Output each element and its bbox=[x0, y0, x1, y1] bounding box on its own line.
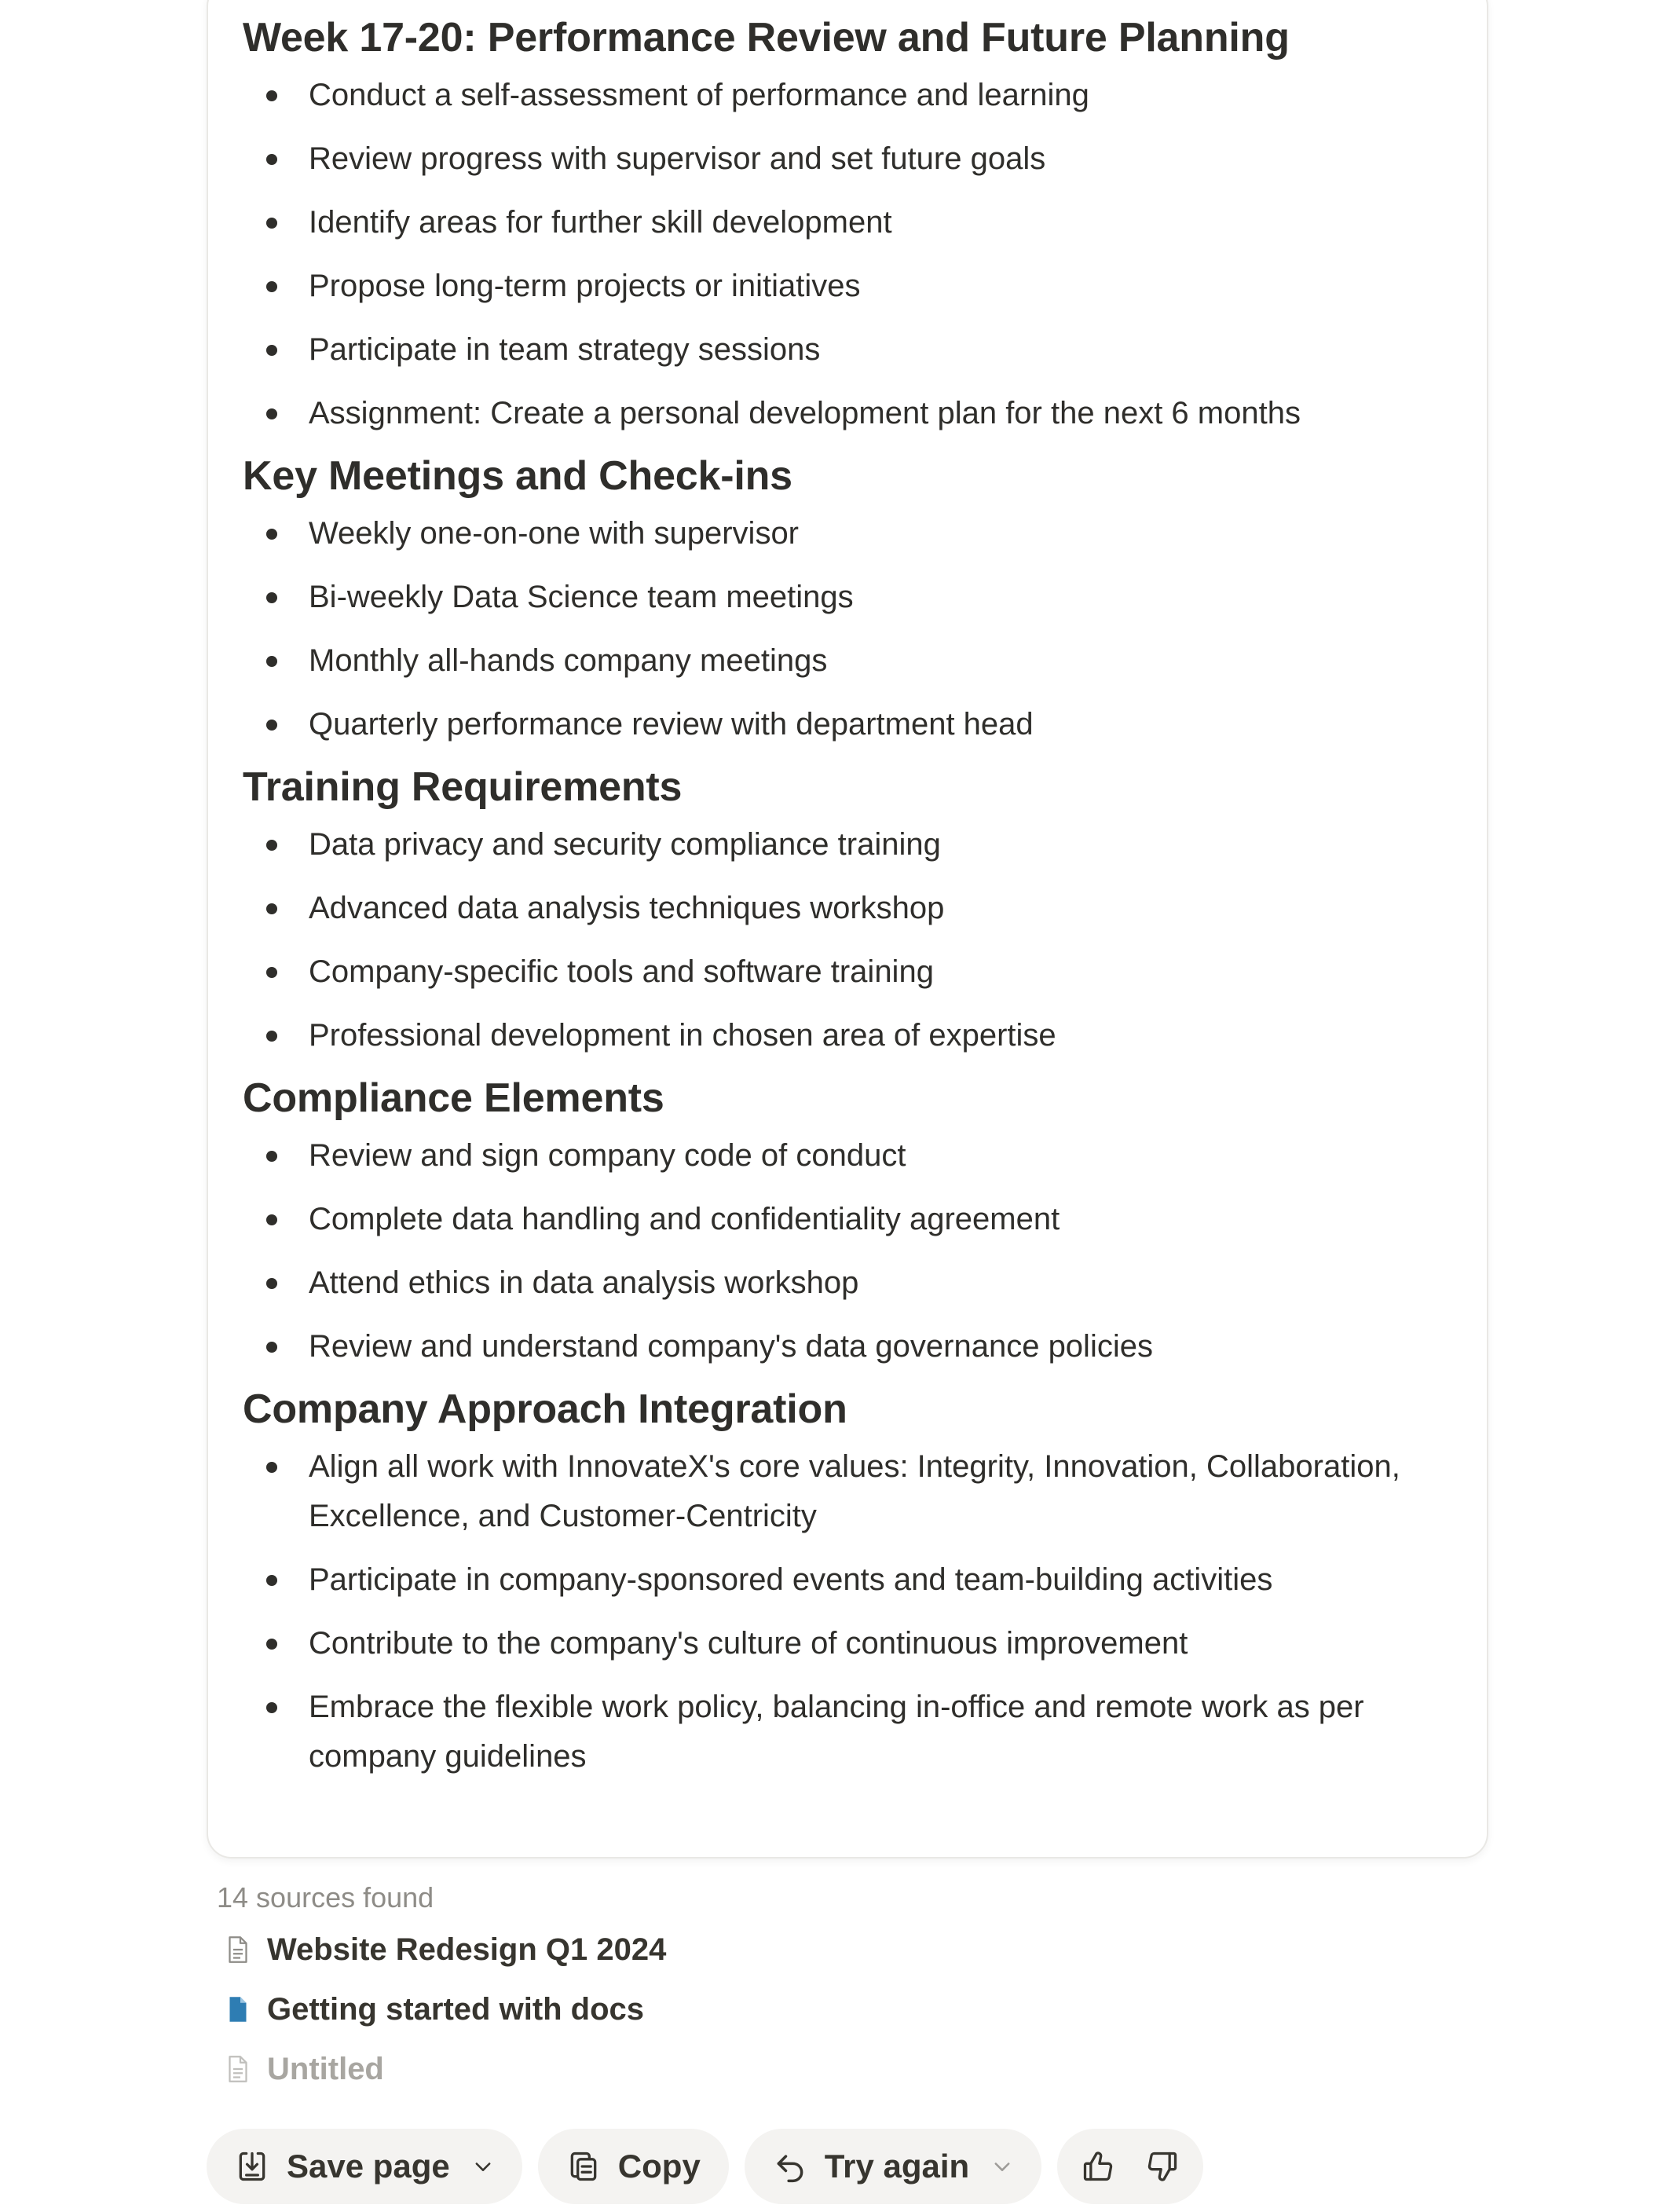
page-filled-icon bbox=[226, 1995, 250, 2023]
save-page-label: Save page bbox=[287, 2148, 450, 2185]
source-title: Untitled bbox=[267, 2051, 384, 2086]
sources-panel bbox=[217, 1876, 1473, 2099]
answer-section bbox=[243, 764, 1455, 1060]
list-item: Contribute to the company's culture of continuous improvement bbox=[243, 1619, 1455, 1668]
list-item: Data privacy and security compliance training bbox=[243, 820, 1455, 870]
answer-section bbox=[243, 1386, 1455, 1782]
source-item[interactable] bbox=[217, 1979, 1473, 2039]
list-item: Identify areas for further skill development bbox=[243, 198, 1455, 247]
source-title: Website Redesign Q1 2024 bbox=[267, 1932, 667, 1967]
bullet-list bbox=[243, 820, 1455, 1060]
section-heading: Compliance Elements bbox=[243, 1075, 664, 1121]
sources-count[interactable]: 14 sources found bbox=[217, 1881, 434, 1914]
try-again-button[interactable] bbox=[745, 2129, 1041, 2204]
list-item: Monthly all-hands company meetings bbox=[243, 636, 1455, 686]
bullet-list bbox=[243, 509, 1455, 749]
list-item: Company-specific tools and software training bbox=[243, 947, 1455, 997]
list-item: Embrace the flexible work policy, balancing in-office and remote work as per company guidelines bbox=[243, 1683, 1455, 1782]
thumbs-down-icon[interactable] bbox=[1145, 2149, 1180, 2184]
page-outline-icon bbox=[226, 1936, 250, 1964]
section-heading: Key Meetings and Check-ins bbox=[243, 453, 792, 499]
list-item: Conduct a self-assessment of performance and learning bbox=[243, 71, 1455, 120]
list-item: Attend ethics in data analysis workshop bbox=[243, 1258, 1455, 1308]
page-outline-icon bbox=[226, 2055, 250, 2083]
list-item: Complete data handling and confidentiality agreement bbox=[243, 1195, 1455, 1244]
source-item[interactable] bbox=[217, 1920, 1473, 1979]
bullet-list bbox=[243, 1442, 1455, 1782]
list-item: Professional development in chosen area of expertise bbox=[243, 1011, 1455, 1060]
answer-card bbox=[207, 0, 1488, 1859]
answer-section bbox=[243, 452, 1455, 749]
list-item: Weekly one-on-one with supervisor bbox=[243, 509, 1455, 558]
source-title: Getting started with docs bbox=[267, 1991, 645, 2027]
copy-label: Copy bbox=[617, 2148, 701, 2185]
thumbs-up-icon[interactable] bbox=[1081, 2149, 1115, 2184]
try-again-label: Try again bbox=[824, 2148, 970, 2185]
section-heading: Company Approach Integration bbox=[243, 1386, 847, 1432]
answer-section bbox=[243, 1075, 1455, 1372]
chevron-down-icon[interactable] bbox=[472, 2155, 494, 2177]
list-item: Align all work with InnovateX's core values: Integrity, Innovation, Collaboration, Excellence, and Customer-Centricity bbox=[243, 1442, 1455, 1541]
list-item: Review progress with supervisor and set future goals bbox=[243, 134, 1455, 184]
list-item: Review and understand company's data governance policies bbox=[243, 1322, 1455, 1372]
save-page-icon bbox=[235, 2149, 269, 2184]
list-item: Assignment: Create a personal development plan for the next 6 months bbox=[243, 389, 1455, 438]
list-item: Propose long-term projects or initiatives bbox=[243, 262, 1455, 311]
section-heading: Training Requirements bbox=[243, 764, 683, 810]
chevron-down-icon[interactable] bbox=[991, 2155, 1013, 2177]
list-item: Participate in company-sponsored events and team-building activities bbox=[243, 1555, 1455, 1605]
bullet-list bbox=[243, 71, 1455, 438]
list-item: Quarterly performance review with department head bbox=[243, 700, 1455, 749]
list-item: Bi-weekly Data Science team meetings bbox=[243, 573, 1455, 622]
list-item: Participate in team strategy sessions bbox=[243, 325, 1455, 375]
response-toolbar bbox=[207, 2129, 1203, 2204]
answer-section bbox=[243, 14, 1455, 438]
list-item: Review and sign company code of conduct bbox=[243, 1131, 1455, 1181]
copy-button[interactable] bbox=[538, 2129, 729, 2204]
copy-icon bbox=[566, 2149, 601, 2184]
list-item: Advanced data analysis techniques workshop bbox=[243, 884, 1455, 933]
source-item[interactable] bbox=[217, 2039, 1473, 2099]
bullet-list bbox=[243, 1131, 1455, 1372]
save-page-button[interactable] bbox=[207, 2129, 522, 2204]
source-list bbox=[217, 1920, 1473, 2099]
feedback-buttons bbox=[1057, 2129, 1203, 2204]
section-heading: Week 17-20: Performance Review and Future Planning bbox=[243, 15, 1290, 60]
undo-arrow-icon bbox=[773, 2149, 807, 2184]
